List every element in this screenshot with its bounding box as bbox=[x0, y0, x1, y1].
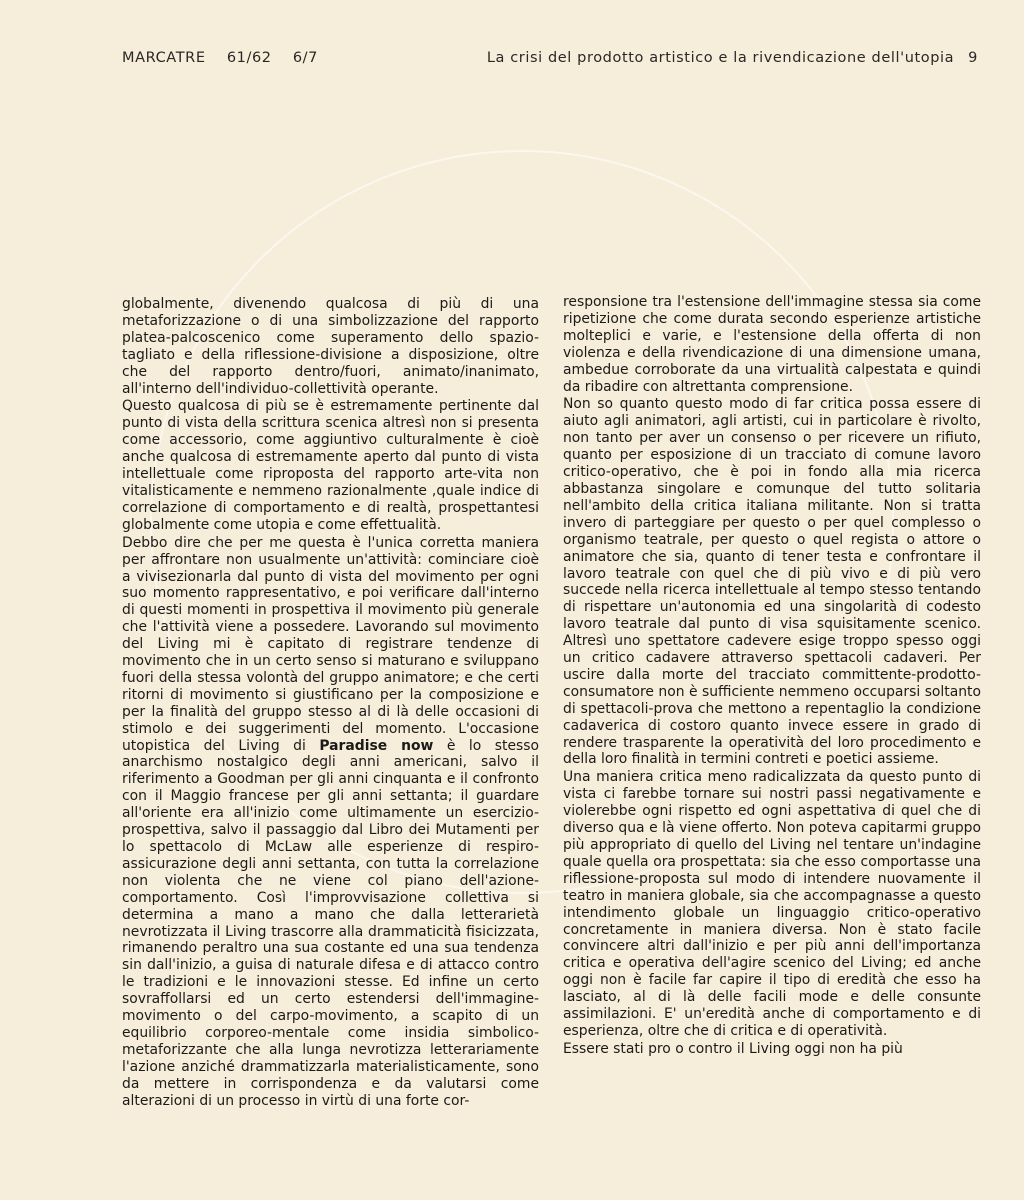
paragraph: Questo qualcosa di più se è estremamente pertinente dal punto di vista della scrittura scenica altresì non si presenta come accessorio, come aggiuntivo culturalmente è cioè anche qualcosa di estremamente aperto dal punto di vista intellettuale come riproposta del rapporto arte-vita non vitalisticamente e nemmeno razionalmente ,quale indice di correlazione di comportamento e di realtà, prospettantesi globalmente come utopia e come effettualità. bbox=[122, 398, 539, 533]
paragraph: Una maniera critica meno radicalizzata da questo punto di vista ci farebbe tornare sui nostri passi negativamente e violerebbe ogni rispetto ed ogni aspettativa di quel che di diverso qua e là viene offerto. Non poteva capitarmi gruppo più appropriato di quello del Living nel tentare un'indagine quale quella ora prospettata: sia che esso comportasse una riflessione-proposta sul modo di intendere nuovamente il teatro in maniera globale, sia che accompagnasse a questo intendimento globale un linguaggio critico-operativo concretamente in maniera diversa. Non è stato facile convincere altri dall'inizio e per più anni dell'importanza critica e operativa dell'agire scenico del Living; ed anche oggi non è facile far capire il tipo di eredità che esso ha lasciato, al di là delle facili mode e delle consunte assimilazioni. E' un'eredità anche di comportamento e di esperienza, oltre che di critica e di operatività. bbox=[563, 769, 981, 1039]
left-column bbox=[122, 296, 539, 1111]
paragraph: Non so quanto questo modo di far critica possa essere di aiuto agli animatori, agli artisti, cui in particolare è rivolto, non tanto per aver un consenso o per ricevere un rifiuto, quanto per esposizione di un tracciato di comune lavoro critico-operativo, che è poi in fondo alla mia ricerca abbastanza singolare e comunque del tutto solitaria nell'ambito della critica italiana militante. Non si tratta invero di parteggiare per questo o per quel complesso o organismo teatrale, per questo o quel regista o attore o animatore che sia, quanto di tener testa e confrontare il lavoro teatrale con quel che di più vivo e di più vero succede nella ricerca intellettuale al tempo stesso tentando di rispettare un'autonomia ed una singolarità di codesto lavoro teatrale dal punto di visa squisitamente scenico. Altresì uno spettatore cadevere esige troppo spesso oggi un critico cadavere attraverso spettacoli cadaveri. Per uscire dalla morte del tracciato committente-prodotto-consumatore non è sufficiente nemmeno occuparsi soltanto di spettacoli-prova che mettono a repentaglio la condizione cadaverica di costoro quanto invece essere in grado di rendere trasparente la operatività del loro procedimento e della loro finalità in termini contreti e poetici assieme. bbox=[563, 396, 981, 768]
issue-number: 6/7 bbox=[292, 50, 318, 66]
paragraph-text: è lo stesso anarchismo nostalgico degli anni americani, salvo il riferimento a Goodman per gli anni cinquanta e il confronto con il Maggio francese per gli anni settanta; il guardare all'oriente era all'inizio come ultimamente un esercizio-prospettiva, salvo il passaggio dal Libro dei Mutamenti per lo spettacolo di McLaw alle esperienze di respiro-assicurazione degli anni settanta, con tutta la correlazione non violenta che ne viene col piano dell'azione-comportamento. Così l'improvvisazione collettiva si determina a mano a mano che dalla letterarietà nevrotizzata il Living trascorre alla drammaticità fisicizzata, rimanendo peraltro una sua costante ed una sua tendenza sin dall'inizio, a guisa di naturale difesa e di attacco contro le tradizioni e le innovazioni stesse. Ed infine un certo sovraffollarsi ed un certo estendersi dell'immagine-movimento o del carpo-movimento, a scapito di un equilibrio corporeo-mentale come insidia simbolico-metaforizzante che alla lunga nevrotizza letterariamente l'azione anziché drammatizzarla materialisticamente, sono da mettere in corrispondenza e da valutarsi come alterazioni di un processo in virtù di una forte cor- bbox=[122, 737, 539, 1109]
article-title: La crisi del prodotto artistico e la rivendicazione dell'utopia bbox=[486, 50, 955, 66]
header-right bbox=[487, 50, 978, 66]
right-column bbox=[563, 294, 981, 1059]
page-number: 9 bbox=[968, 50, 978, 66]
journal-name: MARCATRE bbox=[122, 50, 206, 66]
header-left bbox=[122, 50, 334, 66]
paragraph bbox=[122, 535, 539, 1110]
paragraph: globalmente, divenendo qualcosa di più di una metaforizzazione o di una simbolizzazione del rapporto platea-palcoscenico come superamento dello spazio-tagliato e della riflessione-divisione a disposizione, oltre che del rapporto dentro/fuori, animato/inanimato, all'interno dell'individuo-collettività operante. bbox=[122, 296, 539, 397]
paragraph: responsione tra l'estensione dell'immagine stessa sia come ripetizione che come durata secondo esperienze artistiche molteplici e varie, e l'estensione della offerta di non violenza e della rivendicazione di una dimensione umana, ambedue corroborate da una virtualità calpestata e quindi da ribadire con altrettanta comprensione. bbox=[563, 294, 981, 395]
work-title: Paradise now bbox=[319, 737, 434, 754]
paragraph-text: Debbo dire che per me questa è l'unica corretta maniera per affrontare non usualmente un'attività: cominciare cioè a vivisezionarla dal punto di vista del movimento per ogni suo momento rappresentativo, e poi verificare dall'interno di questi momenti in prospettiva il movimento più generale che l'attività viene a possedere. Lavorando sul movimento del Living mi è capitato di registrare tendenze di movimento che in un certo senso si maturano e sviluppano fuori della stessa volontà del gruppo animatore; e che certi ritorni di movimento si giustificano per la composizione e per la finalità del gruppo stesso al di là delle occasioni di stimolo e dei suggerimenti del momento. L'occasione utopistica del Living di bbox=[122, 534, 539, 754]
running-header bbox=[0, 50, 1024, 70]
volume-number: 61/62 bbox=[226, 50, 272, 66]
paragraph: Essere stati pro o contro il Living oggi non ha più bbox=[563, 1040, 903, 1057]
